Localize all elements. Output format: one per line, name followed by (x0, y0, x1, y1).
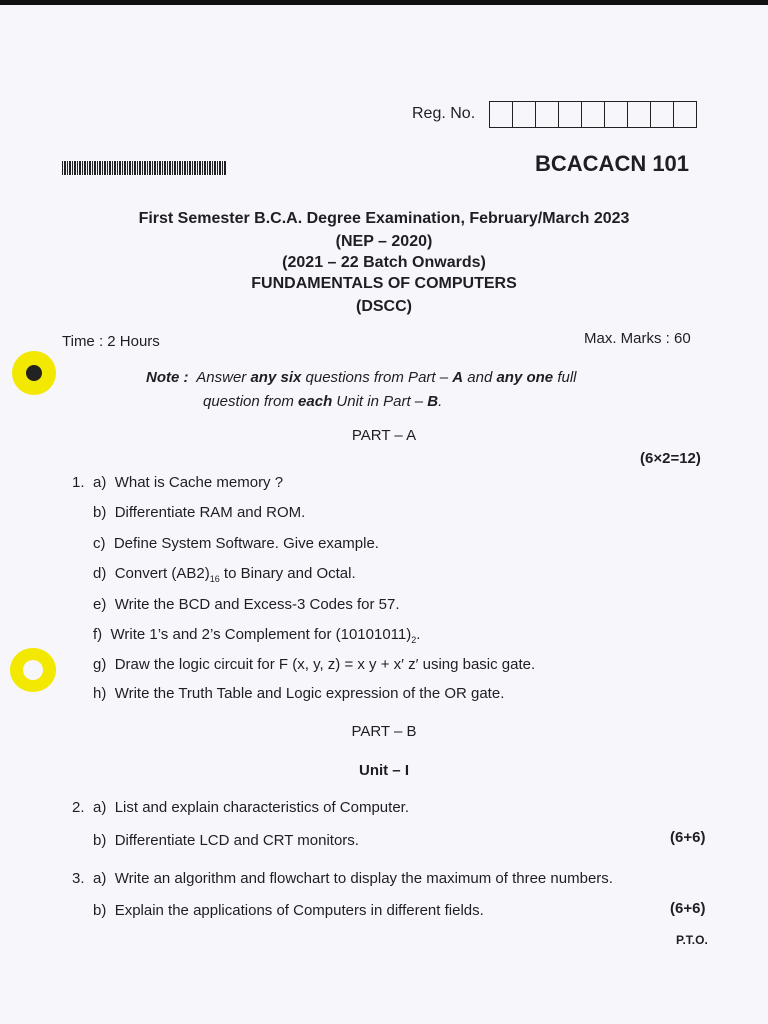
question-item: b) Differentiate RAM and ROM. (93, 504, 306, 521)
question-item: b) Explain the applications of Computers in different fields. (93, 902, 484, 919)
question-item: e) Write the BCD and Excess-3 Codes for 57. (93, 596, 400, 613)
question-item: a) List and explain characteristics of Computer. (93, 799, 409, 816)
exam-batch: (2021 – 22 Batch Onwards) (282, 254, 486, 271)
page-turn-over: P.T.O. (676, 933, 708, 947)
question-item: a) Write an algorithm and flowchart to display the maximum of three numbers. (93, 870, 613, 887)
question-marks: (6+6) (670, 900, 706, 917)
max-marks: Max. Marks : 60 (584, 330, 691, 347)
barcode-icon (62, 161, 226, 175)
reg-no-label: Reg. No. (412, 105, 476, 122)
time-info: Time : 2 Hours (62, 333, 160, 350)
instructions-note: Note : Answer any six questions from Part – A and any one full question from each Unit in Part – B. (146, 369, 577, 410)
punch-hole-icon (10, 648, 56, 692)
question-number: 2. (72, 799, 85, 816)
question-number: 3. (72, 870, 85, 887)
part-b-heading: PART – B (351, 723, 417, 740)
paper-code: BCACACN 101 (535, 151, 690, 176)
question-item: d) Convert $(AB2)_{16}$ to Binary and Octal. (93, 565, 356, 584)
question-item: f) Write 1’s and 2’s Complement for $(10101011)_2$. (93, 626, 421, 645)
question-item: b) Differentiate LCD and CRT monitors. (93, 832, 359, 849)
subject-title: FUNDAMENTALS OF COMPUTERS (251, 275, 517, 292)
question-item: g) Draw the logic circuit for F (x, y, z) = x y + x′ z′ using basic gate. (93, 656, 536, 673)
question-number: 1. (72, 474, 85, 491)
unit-heading: Unit – I (358, 762, 409, 779)
exam-title: First Semester B.C.A. Degree Examination, February/March 2023 (138, 210, 630, 227)
reg-no-boxes[interactable] (489, 101, 697, 128)
part-a-marks: (6×2=12) (640, 450, 701, 467)
question-marks: (6+6) (670, 829, 706, 846)
exam-scheme: (NEP – 2020) (335, 233, 433, 250)
scan-top-edge (0, 0, 768, 5)
part-a-heading: PART – A (351, 427, 417, 444)
question-item: c) Define System Software. Give example. (93, 535, 379, 552)
question-item: h) Write the Truth Table and Logic expression of the OR gate. (93, 685, 505, 702)
question-item: a) What is Cache memory ? (93, 474, 284, 491)
punch-hole-icon (12, 351, 56, 395)
subject-code: (DSCC) (356, 298, 412, 315)
